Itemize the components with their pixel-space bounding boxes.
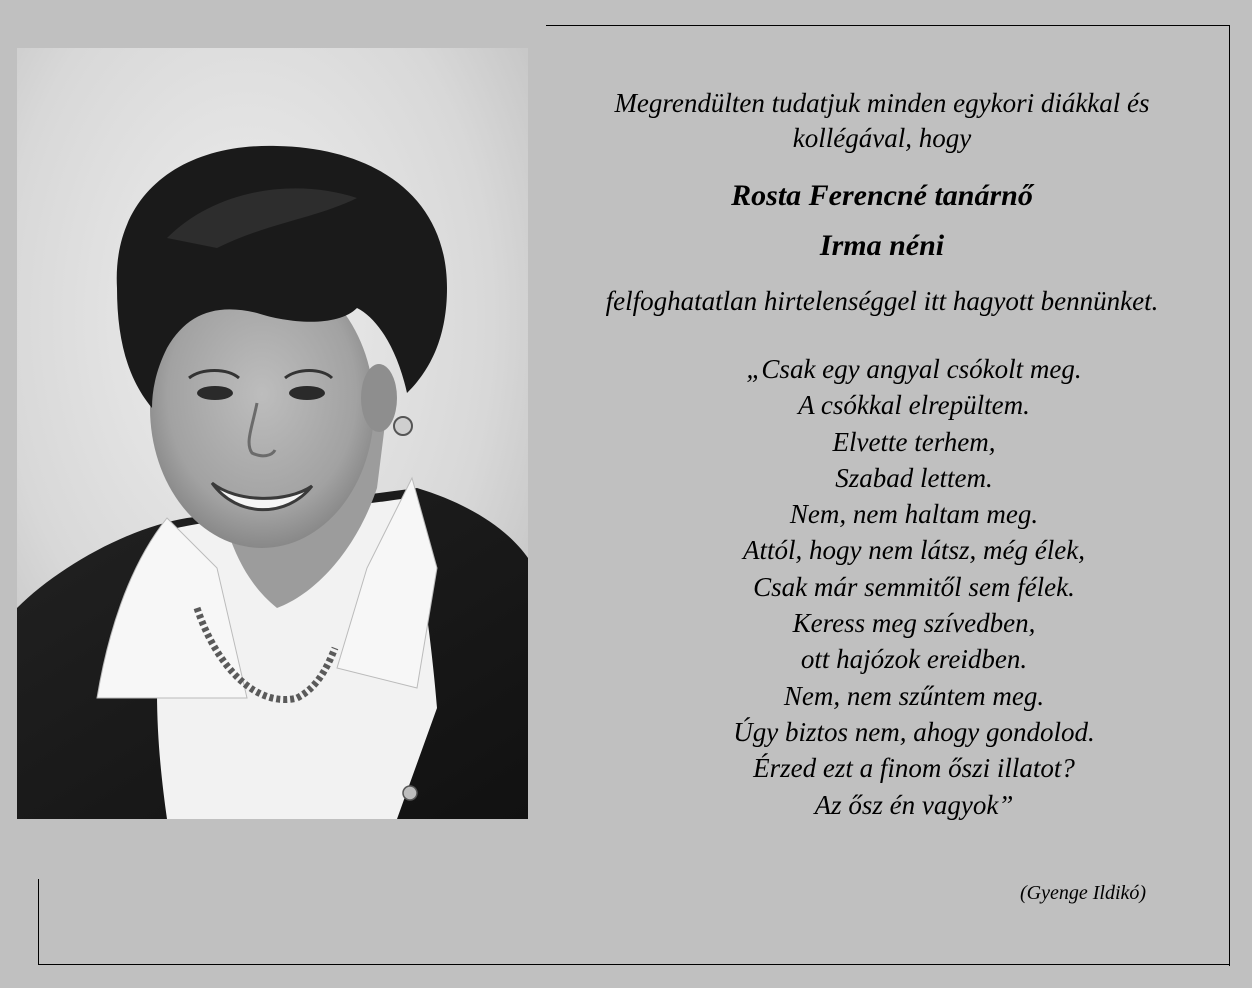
poem	[580, 351, 1248, 823]
poem-line: ott hajózok ereidben.	[800, 644, 1028, 675]
portrait-photo	[17, 48, 528, 819]
poem-line: „Csak egy angyal csókolt meg.	[746, 354, 1082, 384]
frame-line-top	[546, 25, 1230, 26]
poem-line: Érzed ezt a finom őszi illatot?	[753, 753, 1075, 784]
deceased-nickname: Irma néni	[819, 229, 945, 262]
poem-line: Nem, nem haltam meg.	[789, 499, 1039, 530]
poem-line: Úgy biztos nem, ahogy gondolod.	[733, 716, 1095, 747]
poem-line: A csókkal elrepültem.	[798, 390, 1030, 421]
poem-line: Szabad lettem.	[835, 462, 993, 493]
portrait-illustration	[17, 48, 528, 819]
poem-line: Az ősz én vagyok”	[814, 789, 1014, 820]
poem-line: Csak már semmitől sem félek.	[753, 571, 1075, 602]
announcement-text: felfoghatatlan hirtelenséggel itt hagyott bennünket.	[605, 286, 1159, 316]
deceased-name: Rosta Ferencné tanárnő	[731, 179, 1033, 212]
poem-line: Keress meg szívedben,	[792, 608, 1036, 639]
poem-line: Elvette terhem,	[832, 426, 996, 457]
poem-line: Nem, nem szűntem meg.	[783, 680, 1045, 711]
poem-author: (Gyenge Ildikó)	[1020, 882, 1147, 904]
frame-line-left	[38, 879, 39, 965]
announcement-text-column	[548, 86, 1216, 823]
poem-line: Attól, hogy nem látsz, még élek,	[743, 535, 1085, 566]
frame-line-bottom	[38, 964, 1230, 965]
intro-text: Megrendülten tudatjuk minden egykori diákkal és kollégával, hogy	[614, 88, 1150, 153]
